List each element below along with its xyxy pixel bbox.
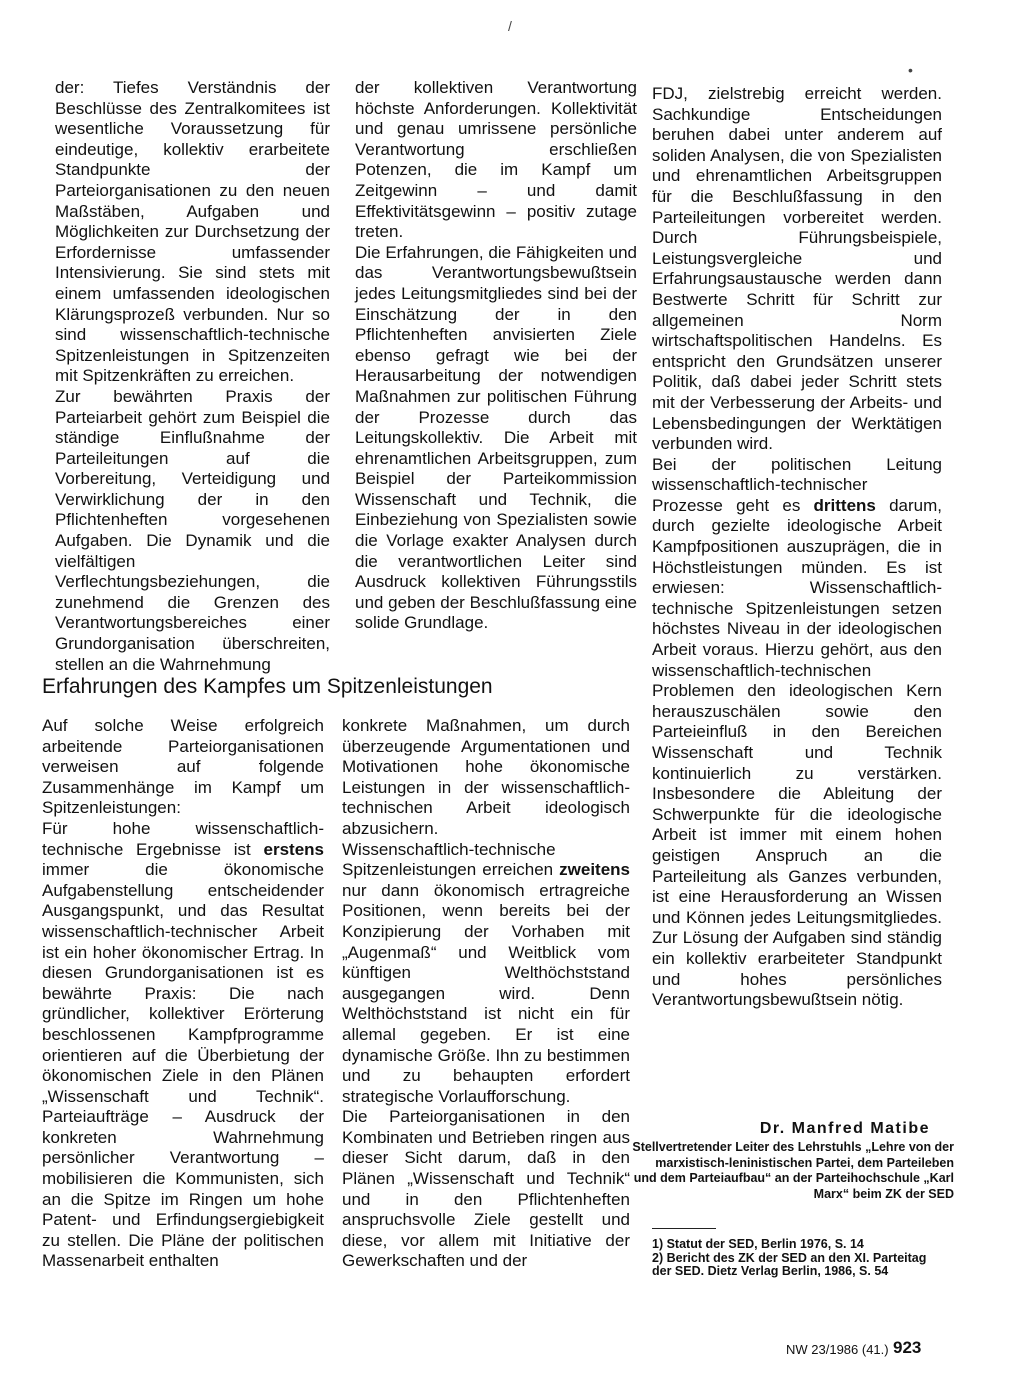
footnotes	[652, 1238, 932, 1279]
column-1	[55, 78, 330, 675]
emphasis: erstens	[263, 839, 324, 859]
paragraph: Die Parteiorganisationen in den Kombinaten und Betrieben ringen aus dieser Sicht darum, daß in den Plänen „Wissenschaft und Technik“ und in den Pflichtenheften anspruchsvolle Ziele gestellt und diese, vor allem mit Initiative der Gewerkschaften und der	[342, 1107, 630, 1271]
scan-mark: •	[908, 62, 913, 78]
footnote: 2) Bericht des ZK der SED an den XI. Parteitag der SED. Dietz Verlag Berlin, 1986, S. 54	[652, 1250, 927, 1278]
paragraph: Zur bewährten Praxis der Parteiarbeit gehört zum Beispiel die ständige Einflußnahme der Parteileitungen auf die Vorbereitung, Verteidigung und Verwirklichung der in den Pflichtenheften vorgesehenen Aufgaben. Die Dynamik und die vielfältigen Verflechtungsbeziehungen, die zunehmend die Grenzen des Verantwortungsbereiches einer Grundorganisation überschreiten, stellen an die Wahrnehmung	[55, 386, 330, 674]
paragraph: der: Tiefes Verständnis der Beschlüsse des Zentralkomitees ist wesentliche Voraussetzung für eindeutige, kollektiv erarbeitete Standpunkte der Parteiorganisationen zu den neuen Maßstäben, Aufgaben und Möglichkeiten zur Durchsetzung der Erfordernisse umfassender Intensivierung. Sie sind stets mit einem umfassenden ideologischen Klärungsprozeß verbunden. Nur so sind wissenschaftlich-technische Spitzenleistungen in Spitzenzeiten mit Spitzenkräften zu erreichen.	[55, 78, 330, 386]
paragraph: der kollektiven Verantwortung höchste Anforderungen. Kollektivität und genau umrissene persönliche Verantwortung erschließen Potenzen, die im Kampf um Zeitgewinn – und damit Effektivitätsgewinn – positiv zutage treten.	[355, 78, 637, 242]
column-4	[42, 716, 324, 1272]
footnote: 1) Statut der SED, Berlin 1976, S. 14	[652, 1237, 864, 1251]
column-2	[355, 78, 637, 634]
author-affiliation: Stellvertretender Leiter des Lehrstuhls „Lehre von der marxistisch-leninistischen Partei, dem Parteileben und dem Parteiaufbau“ an der Parteihochschule „Karl Marx“ beim ZK der SED	[632, 1140, 954, 1201]
paragraph: FDJ, zielstrebig erreicht werden. Sachkundige Entscheidungen beruhen dabei unter anderem auf soliden Analysen, die von Spezialisten und ehrenamtlichen Arbeitsgruppen für die Beschlußfassung in den Parteileitungen vorbereitet werden. Durch Führungsbeispiele, Leistungsvergleiche und Erfahrungsaustausche werden dann Bestwerte Schritt für Schritt zur allgemeinen Norm wirtschaftspolitischen Handelns. Es entspricht den Grundsätzen unserer Politik, daß dabei jeder Schritt stets mit der Verbesserung der Arbeits- und Lebensbedingungen der Werktätigen verbunden wird.	[652, 84, 942, 454]
text-run: nur dann ökonomisch ertragreiche Positionen, wenn bereits bei der Konzipierung der Vorhaben mit „Augenmaß“ und Weitblick vom künftigen Welthöchststand ausgegangen wird. Denn Welthöchststand ist nicht ein für allemal gegeben. Er ist eine dynamische Größe. Ihn zu bestimmen und zu behaupten erfordert strategische Vorlaufforschung.	[342, 880, 630, 1106]
section-heading: Erfahrungen des Kampfes um Spitzenleistungen	[42, 675, 493, 698]
text-run: immer die ökonomische Aufgabenstellung entscheidender Ausgangspunkt, und das Resultat wissenschaftlich-technischer Arbeit ist ein hoher ökonomischer Ertrag. In diesen Grundorganisationen ist es bewährte Praxis: Die nach gründlicher, kollektiver Erörterung beschlossenen Kampfprogramme orientieren auf die Überbietung der ökonomischen Ziele in den Plänen „Wissenschaft und Technik“. Parteiaufträge – Ausdruck der konkreten Wahrnehmung persönlicher Verantwortung – mobilisieren die Kommunisten, sich an die Spitze im Ringen um hohe Patent- und Erfindungsergiebigkeit zu stellen. Die Pläne der politischen Massenarbeit enthalten	[42, 860, 324, 1271]
column-5	[342, 716, 630, 1272]
emphasis: drittens	[813, 495, 876, 515]
text-run: Bei der politischen Leitung wissenschaftlich-technischer Prozesse geht es	[652, 454, 942, 515]
paragraph: konkrete Maßnahmen, um durch überzeugende Argumentationen und Motivationen hohe ökonomische Leistungen in der wissenschaftlich-technischen Arbeit ideologisch abzusichern.	[342, 716, 630, 838]
paragraph	[342, 840, 630, 1108]
text-run: Für hohe wissenschaftlich-technische Ergebnisse ist	[42, 818, 324, 859]
emphasis: zweitens	[559, 860, 630, 880]
text-run: Wissenschaftlich-technische Spitzenleistungen erreichen	[342, 839, 560, 880]
footnote-rule	[652, 1228, 716, 1229]
page-number: 923	[893, 1338, 922, 1357]
paragraph	[652, 455, 942, 1011]
author-name: Dr. Manfred Matibe	[759, 1120, 930, 1137]
paragraph: Auf solche Weise erfolgreich arbeitende Parteiorganisationen verweisen auf folgende Zusammenhänge im Kampf um Spitzenleistungen:	[42, 716, 324, 818]
text-run: darum, durch gezielte ideologische Arbeit Kampfpositionen auszuprägen, die in Höchstleistungen münden. Es ist erwiesen: Wissenschaftlich-technische Spitzenleistungen setzen höchstes Niveau in der ideologischen Arbeit voraus. Hierzu gehört, aus den wissenschaftlich-technischen Problemen den ideologischen Kern herauszuschälen sowie den Parteieinfluß in den Bereichen Wissenschaft und Technik kontinuierlich zu verstärken. Insbesondere die Ableitung der Schwerpunkte für die ideologische Arbeit ist immer mit einem hohen geistigen Anspruch an die Parteileitung als Ganzes verbunden, ist eine Herausforderung an Wissen und Können jedes Leitungsmitgliedes. Zur Lösung der Aufgaben sind ständig ein kollektiv erarbeiteter Standpunkt und hohes persönliches Verantwortungsbewußtsein nötig.	[652, 495, 942, 1010]
paragraph: Die Erfahrungen, die Fähigkeiten und das Verantwortungsbewußtsein jedes Leitungsmitgliedes sind bei der Einschätzung der in den Pflichtenheften anvisierten Ziele ebenso gefragt wie bei der Herausarbeitung der notwendigen Maßnahmen zur politischen Führung der Prozesse durch das Leitungskollektiv. Die Arbeit mit ehrenamtlichen Arbeitsgruppen, zum Beispiel der Parteikommission Wissenschaft und Technik, die Einbeziehung von Spezialisten sowie die Vorlage exakter Analysen durch die verantwortlichen Leiter sind Ausdruck kollektiven Führungsstils und geben der Beschlußfassung eine solide Grundlage.	[355, 242, 637, 633]
issue-label: NW 23/1986 (41.)	[786, 1342, 889, 1357]
paragraph	[42, 819, 324, 1272]
column-3	[652, 84, 942, 1011]
scan-mark: /	[508, 18, 512, 34]
